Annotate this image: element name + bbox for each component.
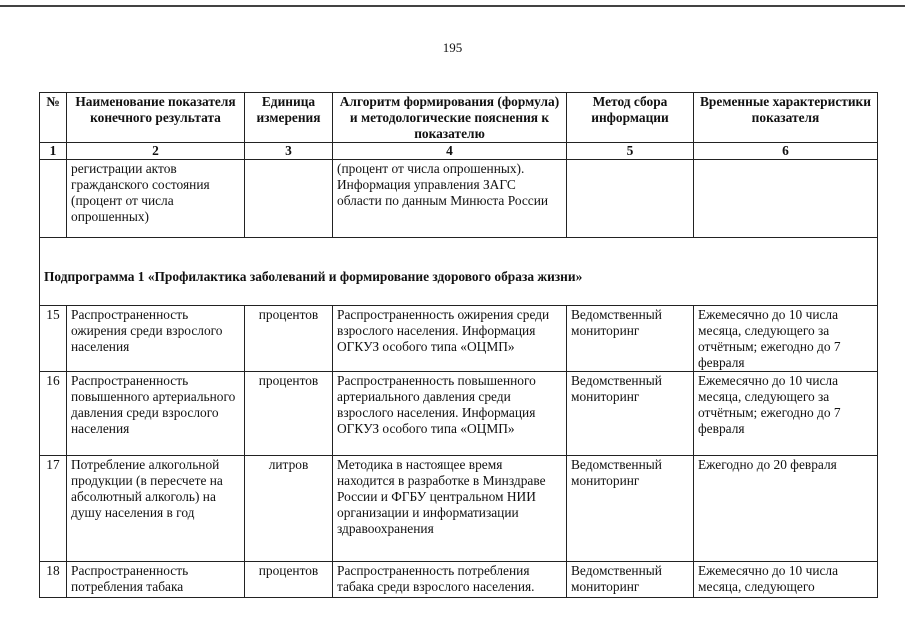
cell-method: Ведомственный мониторинг <box>567 306 694 372</box>
section-row <box>40 238 878 306</box>
table-row <box>40 372 878 456</box>
section-title: Подпрограмма 1 «Профилактика заболеваний и формирование здорового образа жизни» <box>40 238 878 306</box>
cell-no <box>40 160 67 238</box>
cell-unit <box>245 160 333 238</box>
scan-edge-line <box>0 5 905 7</box>
cell-method: Ведомственный мониторинг <box>567 562 694 598</box>
header-row <box>40 93 878 143</box>
column-number: 2 <box>67 143 245 160</box>
cell-method <box>567 160 694 238</box>
indicators-table <box>39 92 878 598</box>
cell-method: Ведомственный мониторинг <box>567 372 694 456</box>
header-algorithm: Алгоритм формирования (формула) и методологические пояснения к показателю <box>333 93 567 143</box>
cell-timing <box>694 160 878 238</box>
column-number: 5 <box>567 143 694 160</box>
column-number: 3 <box>245 143 333 160</box>
table-row <box>40 562 878 598</box>
header-name: Наименование показателя конечного результата <box>67 93 245 143</box>
column-number: 6 <box>694 143 878 160</box>
table-row <box>40 456 878 562</box>
cell-algorithm: Методика в настоящее время находится в разработке в Минздраве России и ФГБУ центральном НИИ организации и информатизации здравоохранения <box>333 456 567 562</box>
header-method: Метод сбора информации <box>567 93 694 143</box>
cell-algorithm: Распространенность потребления табака среди взрослого населения. <box>333 562 567 598</box>
cell-name: Распространенность повышенного артериального давления среди взрослого населения <box>67 372 245 456</box>
cell-timing: Ежемесячно до 10 числа месяца, следующего за отчётным; ежегодно до 7 февраля <box>694 372 878 456</box>
cell-name: Распространенность ожирения среди взрослого населения <box>67 306 245 372</box>
cell-unit: литров <box>245 456 333 562</box>
cell-name: Потребление алкогольной продукции (в пересчете на абсолютный алкоголь) на душу населения в год <box>67 456 245 562</box>
header-no: № <box>40 93 67 143</box>
cell-no: 17 <box>40 456 67 562</box>
cell-unit: процентов <box>245 562 333 598</box>
header-unit: Единица измерения <box>245 93 333 143</box>
table-row <box>40 306 878 372</box>
cell-unit: процентов <box>245 306 333 372</box>
cell-no: 18 <box>40 562 67 598</box>
column-number-row <box>40 143 878 160</box>
cell-name: Распространенность потребления табака <box>67 562 245 598</box>
cell-algorithm: (процент от числа опрошенных). Информация управления ЗАГС области по данным Минюста России <box>333 160 567 238</box>
header-timing: Временные характеристики показателя <box>694 93 878 143</box>
cell-timing: Ежемесячно до 10 числа месяца, следующего <box>694 562 878 598</box>
cell-name: регистрации актов гражданского состояния (процент от числа опрошенных) <box>67 160 245 238</box>
cell-unit: процентов <box>245 372 333 456</box>
column-number: 4 <box>333 143 567 160</box>
cell-algorithm: Распространенность повышенного артериального давления среди взрослого населения. Информация ОГКУЗ особого типа «ОЦМП» <box>333 372 567 456</box>
column-number: 1 <box>40 143 67 160</box>
cell-no: 15 <box>40 306 67 372</box>
cell-timing: Ежемесячно до 10 числа месяца, следующего за отчётным; ежегодно до 7 февраля <box>694 306 878 372</box>
cell-algorithm: Распространенность ожирения среди взрослого населения. Информация ОГКУЗ особого типа «ОЦМП» <box>333 306 567 372</box>
cell-method: Ведомственный мониторинг <box>567 456 694 562</box>
page-number: 195 <box>442 40 463 55</box>
cell-no: 16 <box>40 372 67 456</box>
cell-timing: Ежегодно до 20 февраля <box>694 456 878 562</box>
continuation-row <box>40 160 878 238</box>
